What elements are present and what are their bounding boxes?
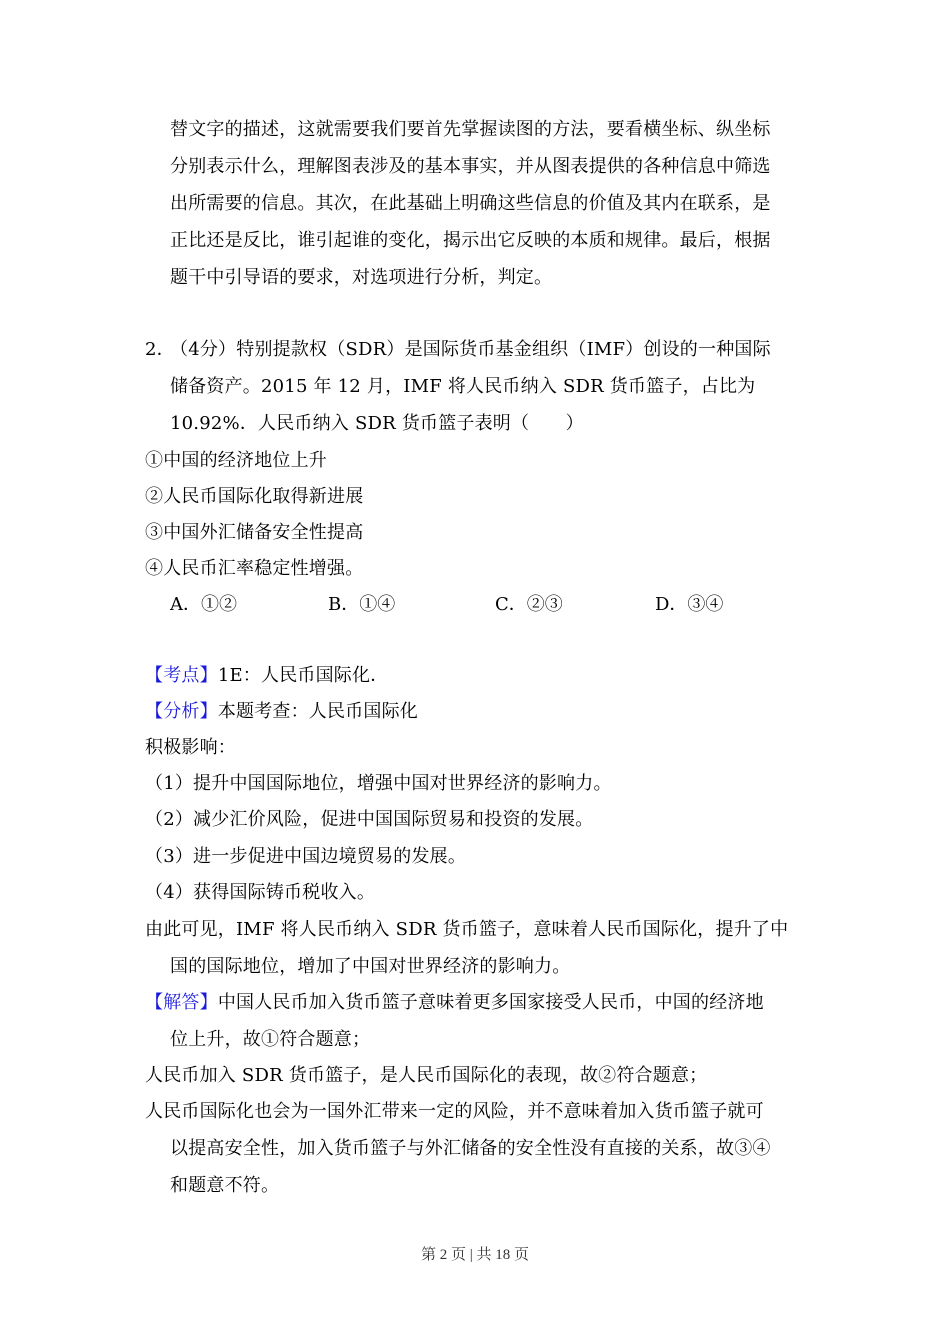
fenxi-text: 本题考查：人民币国际化: [217, 701, 419, 722]
page-footer: 第 2 页 | 共 18 页: [420, 1247, 529, 1263]
answer-line: 和题意不符。: [170, 1175, 280, 1196]
intro-line: 题干中引导语的要求，对选项进行分析，判定。: [170, 267, 553, 288]
analysis-point: （2）减少汇价风险，促进中国国际贸易和投资的发展。: [145, 809, 594, 830]
answer-line: 人民币加入 SDR 货币篮子，是人民币国际化的表现，故②符合题意；: [145, 1065, 708, 1086]
intro-line: 分别表示什么，理解图表涉及的基本事实，并从图表提供的各种信息中筛选: [170, 156, 771, 177]
question-stem-line: 储备资产。2015 年 12 月，IMF 将人民币纳入 SDR 货币篮子，占比为: [170, 376, 756, 397]
statement-3: ③中国外汇储备安全性提高: [145, 522, 364, 543]
option-a: A．①②: [170, 594, 237, 615]
option-b: B．①④: [328, 594, 396, 615]
conclusion-line: 国的国际地位，增加了中国对世界经济的影响力。: [170, 956, 571, 977]
answer-line: 以提高安全性，加入货币篮子与外汇储备的安全性没有直接的关系，故③④: [170, 1138, 771, 1159]
analysis-point: （1）提升中国国际地位，增强中国对世界经济的影响力。: [145, 773, 612, 794]
answer-text: 中国人民币加入货币篮子意味着更多国家接受人民币，中国的经济地: [217, 992, 764, 1013]
fenxi-row: [145, 700, 418, 724]
question-stem-line: 10.92%．人民币纳入 SDR 货币篮子表明（ ）: [170, 413, 584, 434]
statement-1: ①中国的经济地位上升: [145, 450, 327, 471]
intro-line: 正比还是反比，谁引起谁的变化，揭示出它反映的本质和规律。最后，根据: [170, 230, 771, 251]
answer-row: [145, 991, 764, 1015]
answer-tag: 【解答】: [145, 992, 218, 1013]
positive-heading: 积极影响：: [145, 737, 236, 758]
statement-2: ②人民币国际化取得新进展: [145, 486, 364, 507]
statement-4: ④人民币汇率稳定性增强。: [145, 558, 364, 579]
conclusion-line: 由此可见，IMF 将人民币纳入 SDR 货币篮子，意味着人民币国际化，提升了中: [145, 919, 789, 940]
question-number: 2．: [145, 339, 175, 360]
kaodian-text: 1E：人民币国际化．: [217, 665, 389, 686]
intro-line: 替文字的描述，这就需要我们要首先掌握读图的方法，要看横坐标、纵坐标: [170, 119, 771, 140]
option-c: C．②③: [495, 594, 563, 615]
answer-line: 人民币国际化也会为一国外汇带来一定的风险，并不意味着加入货币篮子就可: [145, 1101, 764, 1122]
intro-line: 出所需要的信息。其次，在此基础上明确这些信息的价值及其内在联系，是: [170, 193, 771, 214]
kaodian-row: [145, 664, 388, 688]
fenxi-tag: 【分析】: [145, 701, 218, 722]
answer-line: 位上升，故①符合题意；: [170, 1029, 371, 1050]
option-d: D．③④: [655, 594, 724, 615]
analysis-point: （3）进一步促进中国边境贸易的发展。: [145, 846, 467, 867]
question-stem-line: （4分）特别提款权（SDR）是国际货币基金组织（IMF）创设的一种国际: [170, 339, 771, 360]
analysis-point: （4）获得国际铸币税收入。: [145, 882, 376, 903]
kaodian-tag: 【考点】: [145, 665, 218, 686]
